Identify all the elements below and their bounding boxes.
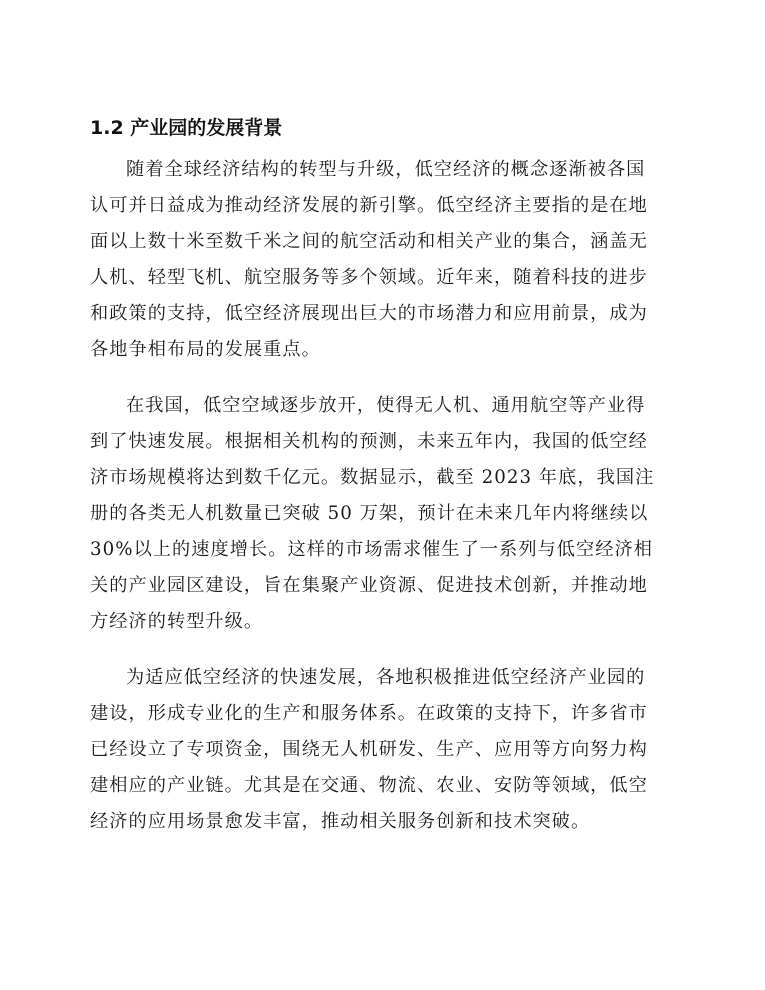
- paragraph-2-line-3: 济市场规模将达到数千亿元。数据显示，截至 2023 年底，我国注: [90, 467, 655, 488]
- paragraph-3-line-3: 已经设立了专项资金，围绕无人机研发、生产、应用等方向努力构: [90, 739, 648, 760]
- paragraph-2-line-7: 方经济的转型升级。: [90, 611, 264, 632]
- paragraph-2-line-1: 在我国，低空空域逐步放开，使得无人机、通用航空等产业得: [126, 395, 646, 416]
- paragraph-1-line-2: 认可并日益成为推动经济发展的新引擎。低空经济主要指的是在地: [90, 195, 648, 216]
- paragraph-2-line-5: 30%以上的速度增长。这样的市场需求催生了一系列与低空经济相: [90, 539, 653, 560]
- paragraph-3-line-2: 建设，形成专业化的生产和服务体系。在政策的支持下，许多省市: [90, 703, 648, 724]
- paragraph-1-line-6: 各地争相布局的发展重点。: [90, 339, 321, 360]
- paragraph-1-line-1: 随着全球经济结构的转型与升级，低空经济的概念逐渐被各国: [126, 159, 646, 180]
- paragraph-3-line-4: 建相应的产业链。尤其是在交通、物流、农业、安防等领域，低空: [90, 775, 648, 796]
- section-heading: 1.2 产业园的发展背景: [90, 117, 283, 139]
- paragraph-1-line-5: 和政策的支持，低空经济展现出巨大的市场潜力和应用前景，成为: [90, 303, 648, 324]
- paragraph-3-line-5: 经济的应用场景愈发丰富，推动相关服务创新和技术突破。: [90, 811, 591, 832]
- paragraph-2-line-4: 册的各类无人机数量已突破 50 万架，预计在未来几年内将继续以: [90, 503, 649, 524]
- paragraph-1-line-3: 面以上数十米至数千米之间的航空活动和相关产业的集合，涵盖无: [90, 231, 648, 252]
- paragraph-2-line-6: 关的产业园区建设，旨在集聚产业资源、促进技术创新，并推动地: [90, 575, 648, 596]
- paragraph-2-line-2: 到了快速发展。根据相关机构的预测，未来五年内，我国的低空经: [90, 431, 648, 452]
- paragraph-1-line-4: 人机、轻型飞机、航空服务等多个领域。近年来，随着科技的进步: [90, 267, 648, 288]
- paragraph-3-line-1: 为适应低空经济的快速发展，各地积极推进低空经济产业园的: [126, 667, 646, 688]
